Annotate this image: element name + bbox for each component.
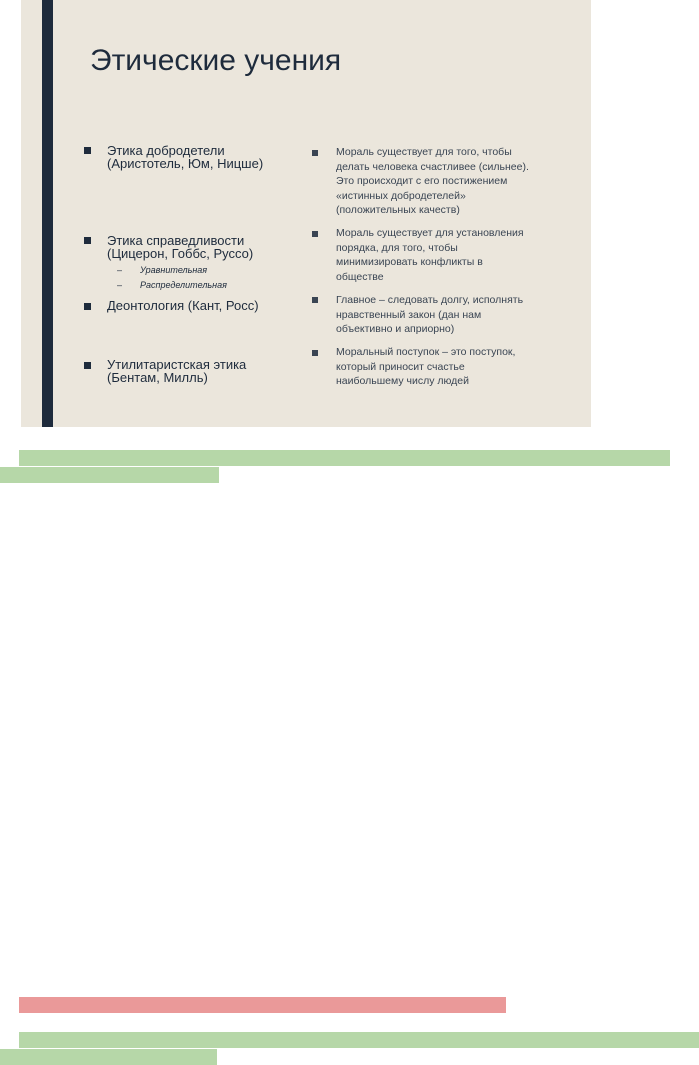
highlight-bar-green	[0, 1049, 217, 1065]
sub-item-dash: –	[117, 265, 123, 275]
sub-item-egalitarian: Уравнительная	[140, 265, 208, 275]
bullet-square-icon	[312, 150, 318, 156]
right-item-justice-description: Мораль существует для установления порядка, для того, чтобы минимизировать конфликты в обществе	[336, 227, 524, 283]
slide-title: Этические учения	[90, 44, 342, 77]
bullet-square-icon	[84, 237, 91, 244]
bullet-square-icon	[312, 350, 318, 356]
left-item-deontology: Деонтология (Кант, Росс)	[107, 298, 259, 313]
slide-accent-bar	[42, 0, 53, 427]
bullet-square-icon	[84, 147, 91, 154]
left-item-utilitarian-ethics: Утилитаристская этика (Бентам, Милль)	[107, 357, 247, 385]
right-item-virtue-description: Мораль существует для того, чтобы делать человека счастливее (сильнее). Это происходит с его постижением «истинных добродетелей» (положительных качеств)	[336, 146, 529, 216]
highlight-bar-red	[19, 997, 506, 1013]
bullet-square-icon	[84, 362, 91, 369]
right-item-utilitarian-description: Моральный поступок – это поступок, который приносит счастье наибольшему числу людей	[336, 346, 516, 387]
left-item-justice-ethics: Этика справедливости (Цицерон, Гоббс, Руссо)	[107, 233, 254, 261]
sub-item-dash: –	[117, 280, 123, 290]
sub-item-distributive: Распределительная	[140, 280, 227, 290]
bullet-square-icon	[84, 303, 91, 310]
highlight-bar-green	[19, 450, 670, 466]
left-item-virtue-ethics: Этика добродетели (Аристотель, Юм, Ницше)	[107, 143, 264, 171]
slide	[21, 0, 591, 427]
bullet-square-icon	[312, 297, 318, 303]
highlight-bar-green	[0, 467, 219, 483]
right-item-deontology-description: Главное – следовать долгу, исполнять нравственный закон (дан нам объективно и априорно)	[336, 294, 524, 335]
highlight-bar-green	[19, 1032, 699, 1048]
bullet-square-icon	[312, 231, 318, 237]
